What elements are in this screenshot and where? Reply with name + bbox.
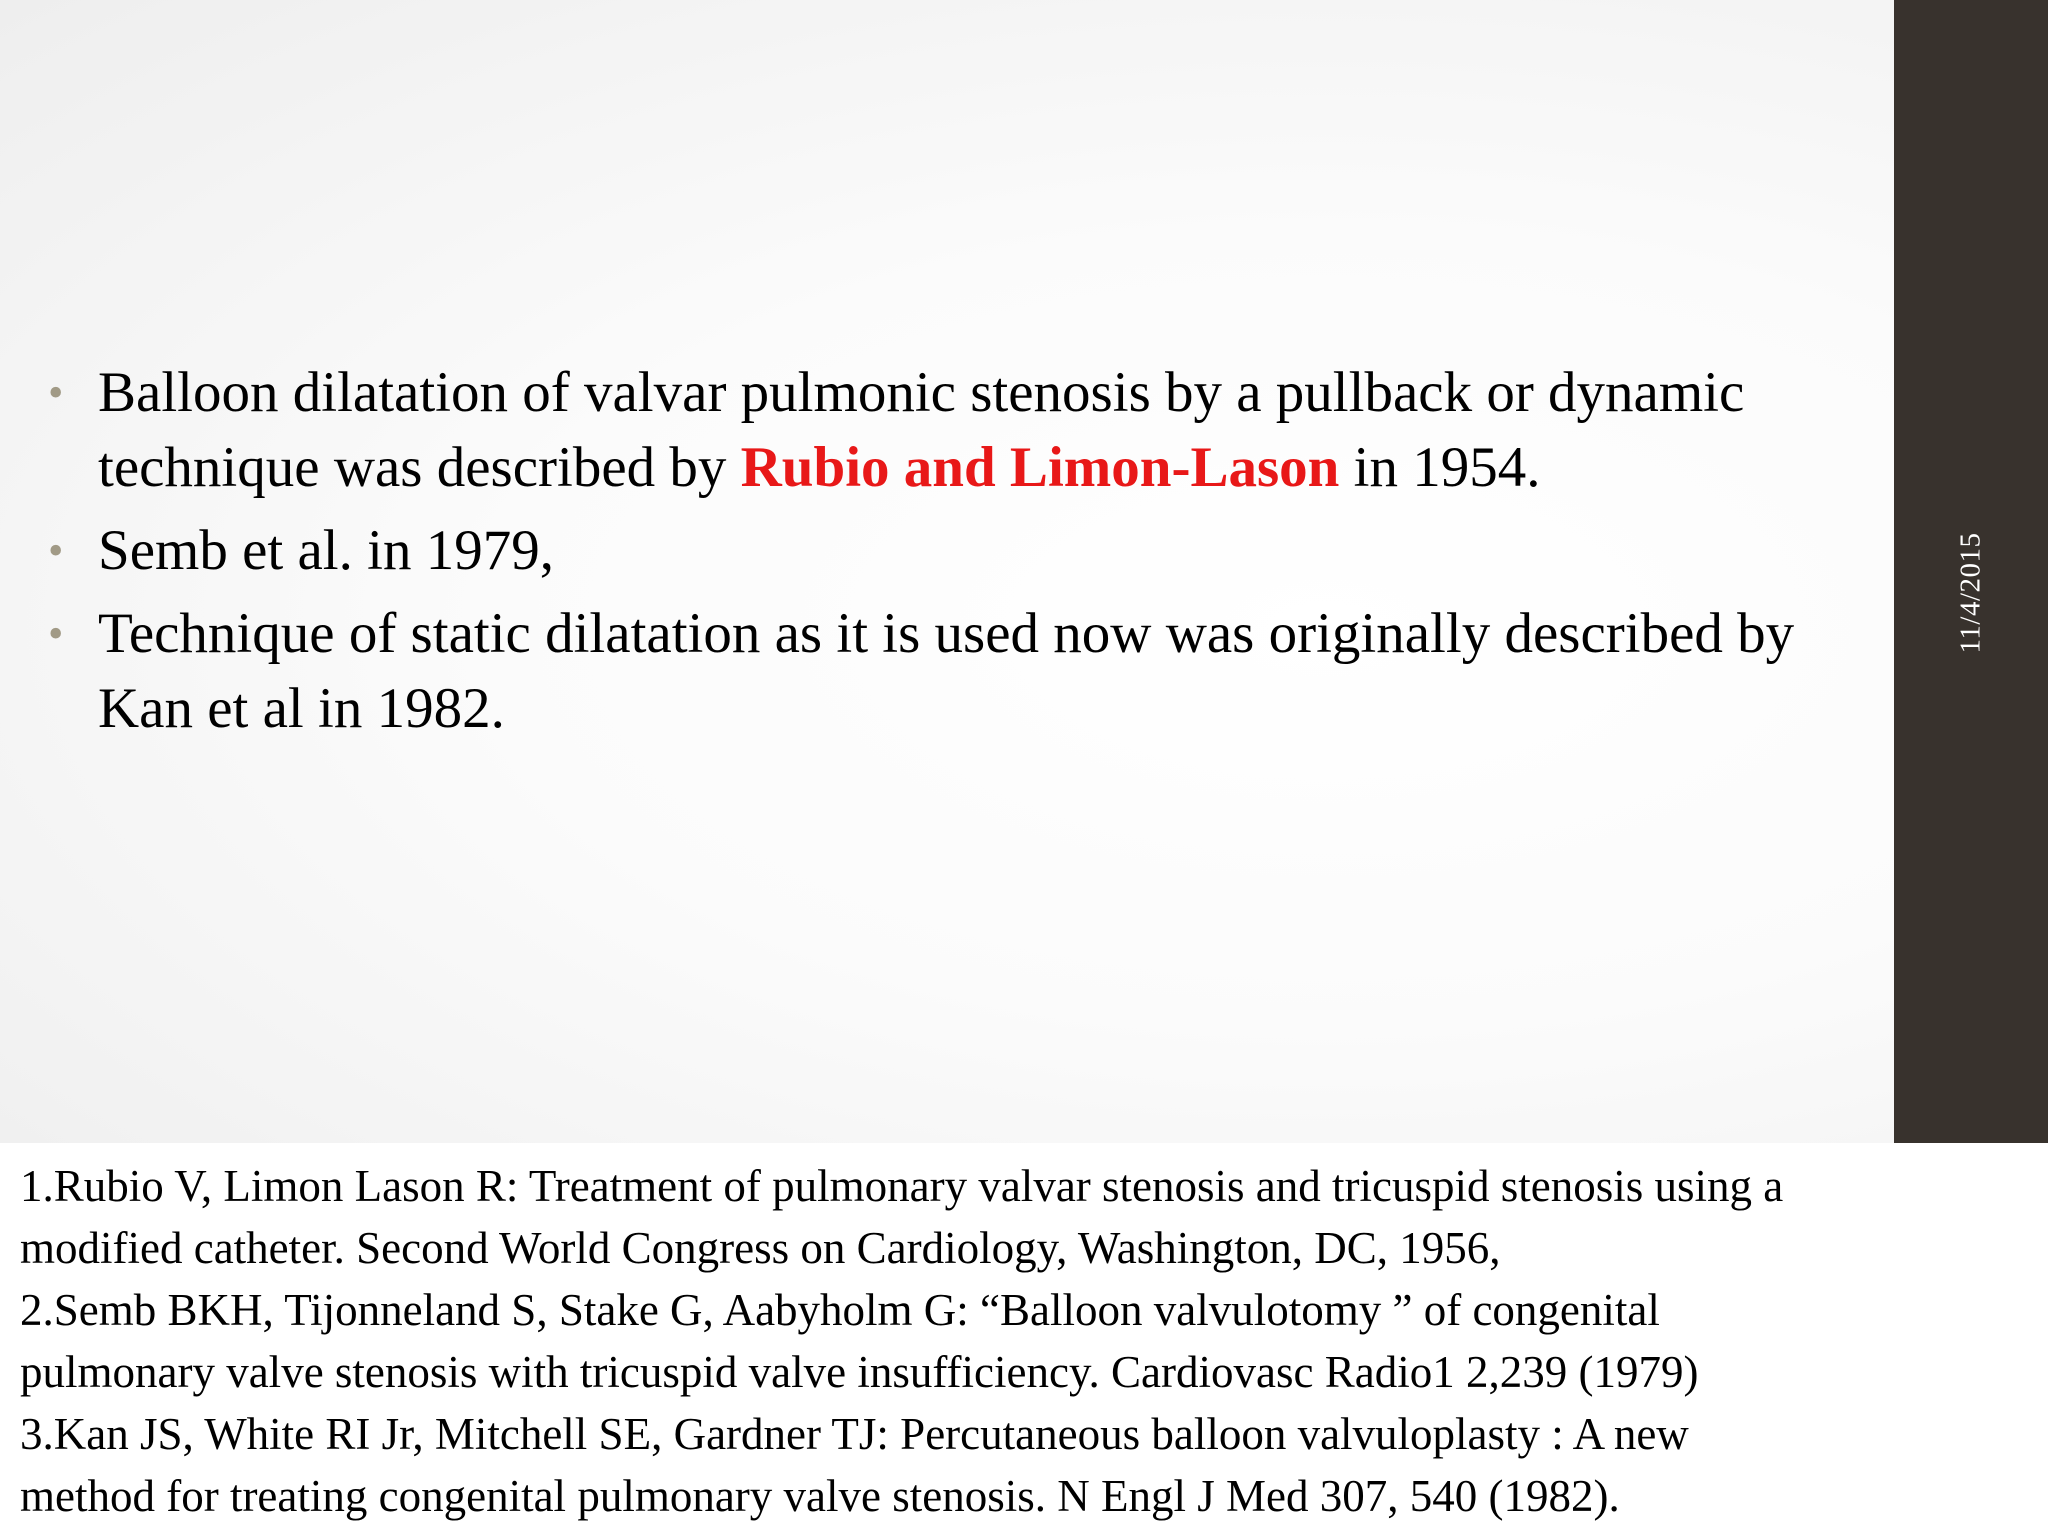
bullet-item-3 bbox=[48, 596, 1848, 746]
bullet-item-1 bbox=[48, 355, 1848, 505]
reference-line: pulmonary valve stenosis with tricuspid valve insufficiency. Cardiovasc Radio1 2,239 (1979) bbox=[20, 1347, 1699, 1397]
bullet-3-text: Technique of static dilatation as it is used now was originally described by Kan et al in 1982. bbox=[98, 602, 1795, 740]
highlighted-authors: Rubio and Limon-Lason bbox=[740, 436, 1340, 499]
date-sidebar bbox=[1894, 0, 2048, 1143]
bullet-list bbox=[48, 355, 1848, 754]
reference-line: 1.Rubio V, Limon Lason R: Treatment of pulmonary valvar stenosis and tricuspid stenosis using a bbox=[20, 1161, 1784, 1211]
slide-date: 11/4/2015 bbox=[1954, 532, 1987, 654]
bullet-marker-icon: • bbox=[48, 368, 64, 417]
bullet-marker-icon: • bbox=[48, 526, 64, 575]
bullet-2-text: Semb et al. in 1979, bbox=[98, 519, 554, 582]
bullet-1-text-start: Balloon dilatation of valvar pulmonic stenosis by a pullback or dynamic technique was described by bbox=[98, 361, 1745, 499]
references-section bbox=[20, 1155, 2040, 1527]
reference-line: 2.Semb BKH, Tijonneland S, Stake G, Aabyholm G: “Balloon valvulotomy ” of congenital bbox=[20, 1285, 1660, 1335]
bullet-1-text-end: in 1954. bbox=[1339, 436, 1541, 499]
bullet-item-2 bbox=[48, 513, 1848, 588]
reference-line: method for treating congenital pulmonary valve stenosis. N Engl J Med 307, 540 (1982). bbox=[20, 1471, 1620, 1521]
bullet-marker-icon: • bbox=[48, 609, 64, 658]
reference-line: modified catheter. Second World Congress on Cardiology, Washington, DC, 1956, bbox=[20, 1223, 1501, 1273]
reference-line: 3.Kan JS, White RI Jr, Mitchell SE, Gardner TJ: Percutaneous balloon valvuloplasty : A new bbox=[20, 1409, 1689, 1459]
